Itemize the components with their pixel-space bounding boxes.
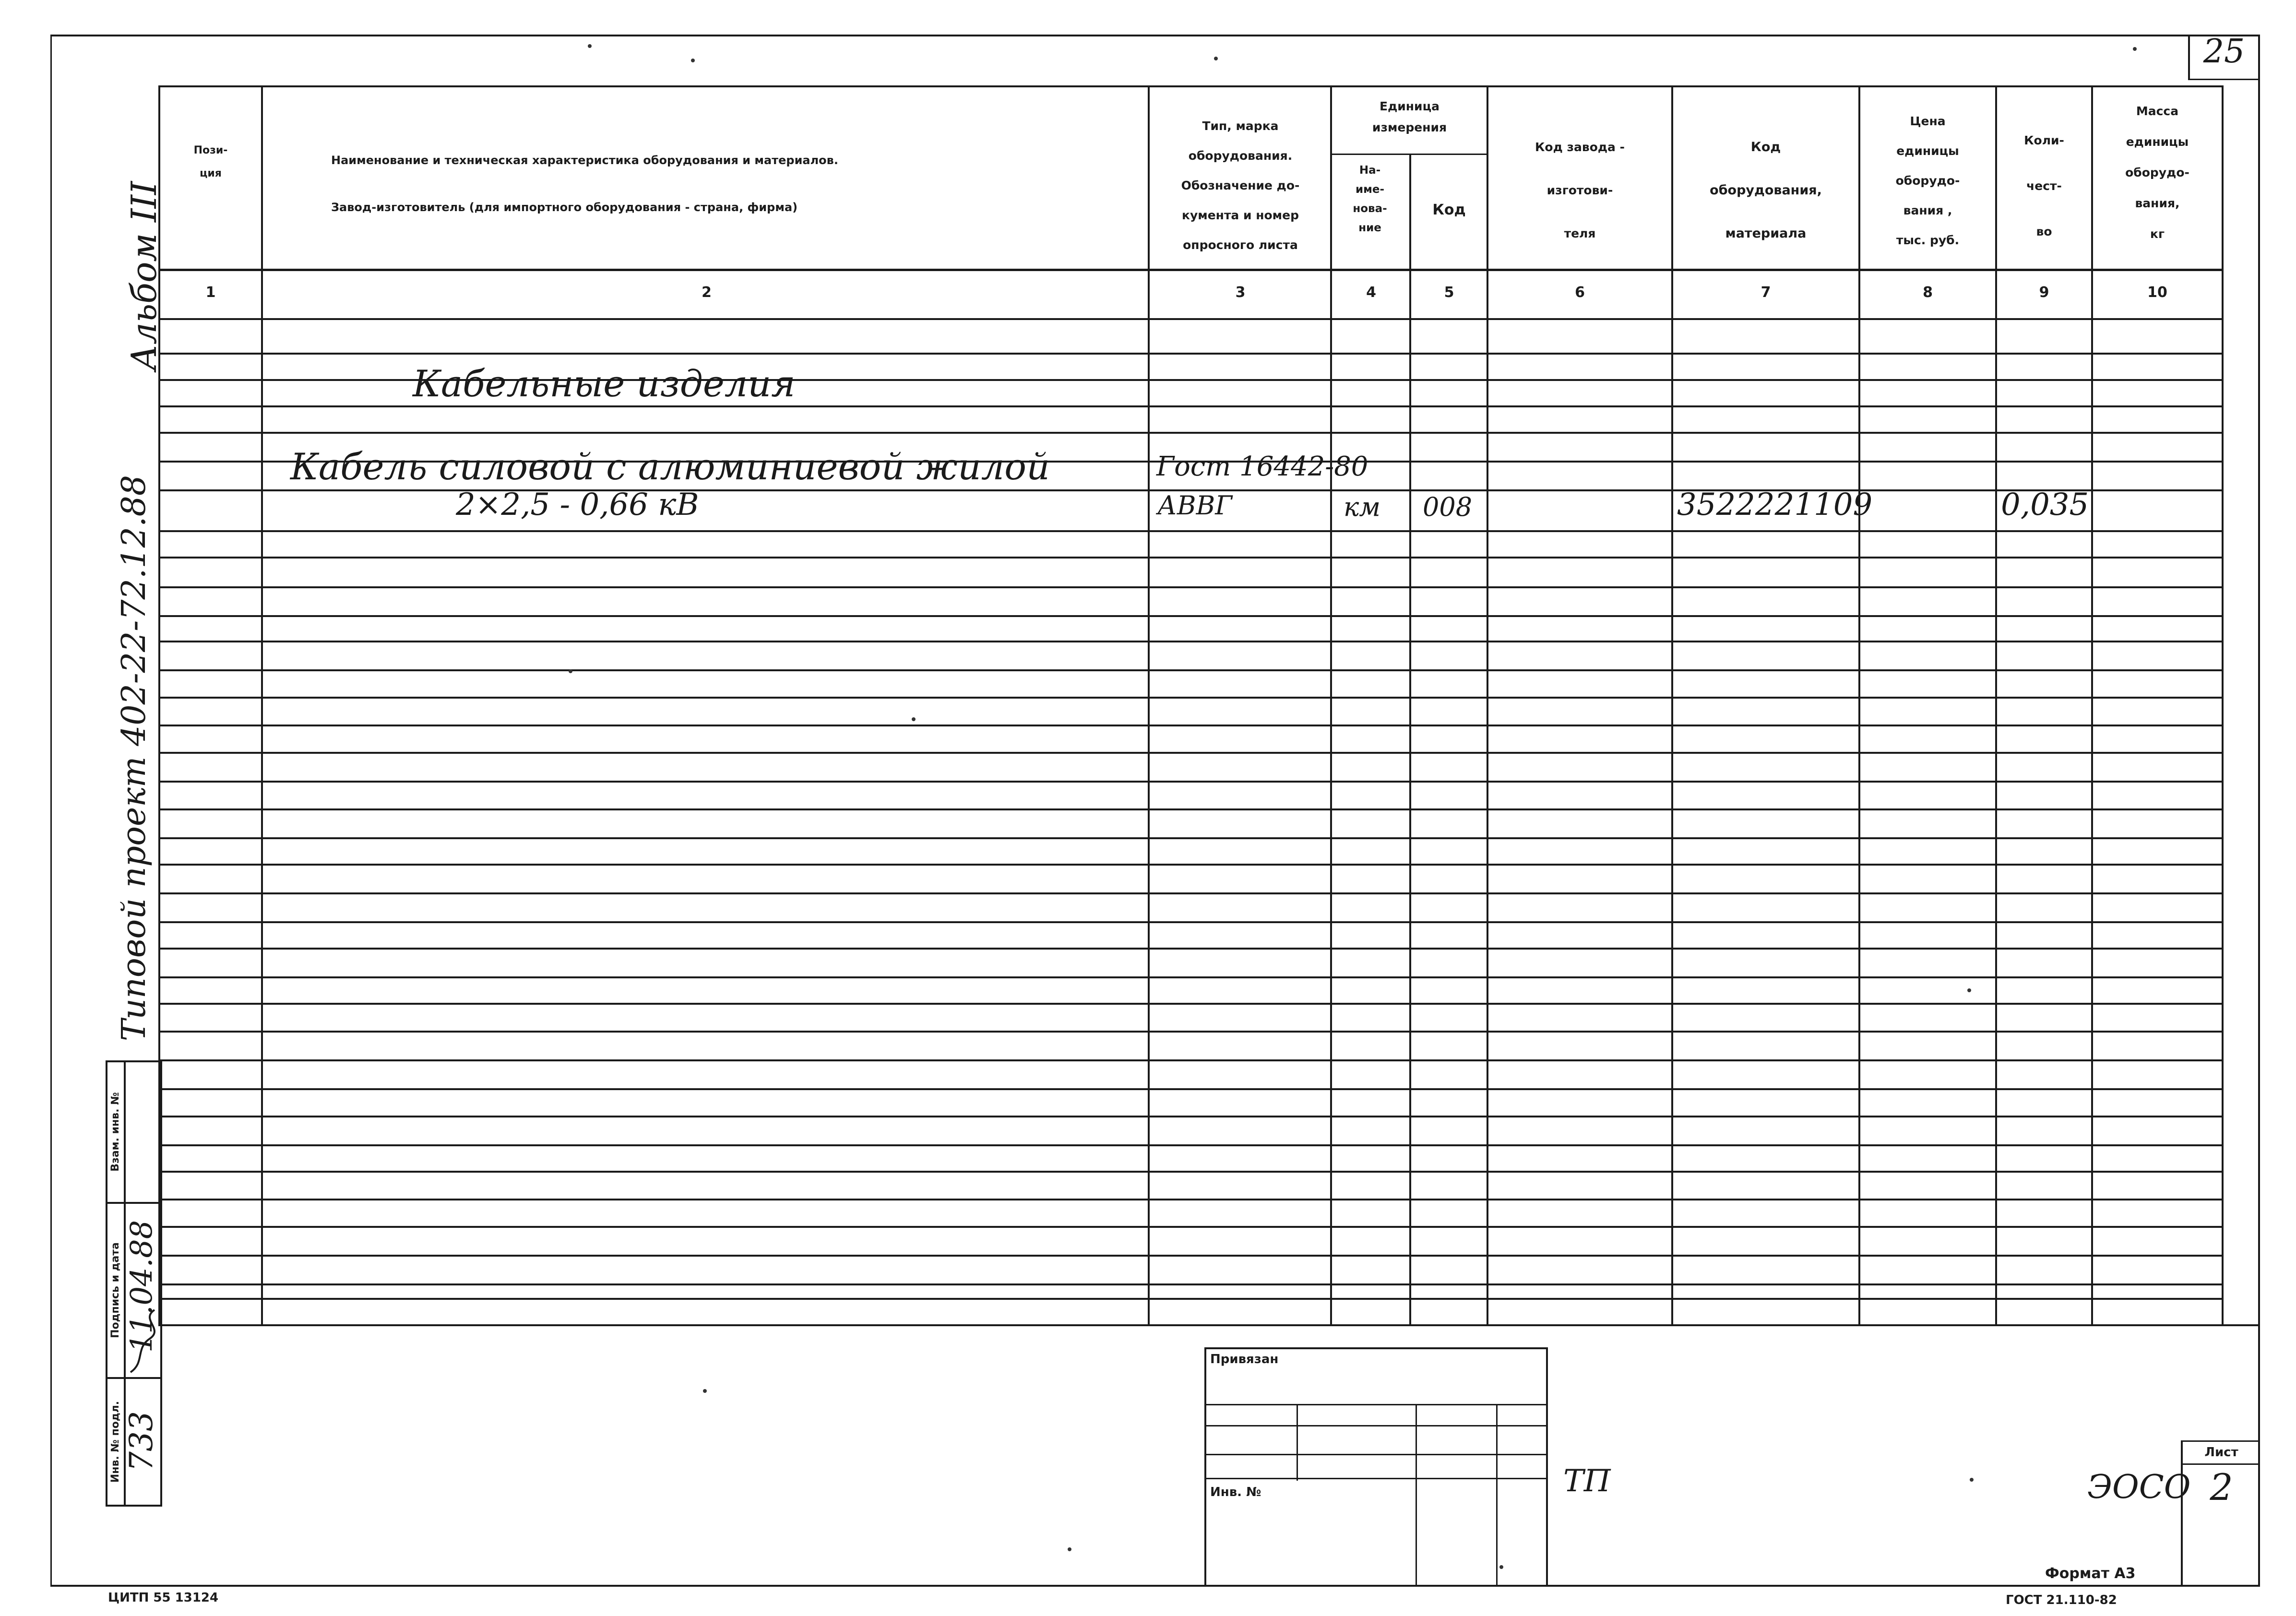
table-row-line	[158, 615, 2223, 617]
scan-speck	[1970, 1478, 1974, 1482]
colnum-4: 4	[1366, 284, 1376, 301]
header-col10: Масса единицы оборудо- вания, кг	[2125, 104, 2189, 241]
corner-box-bottom	[2188, 79, 2260, 80]
tb-sheet-label-line	[2181, 1463, 2260, 1465]
frame-left-line	[50, 35, 52, 1587]
colnum-bottom-line	[158, 318, 2223, 320]
table-row-line	[158, 1003, 2223, 1005]
scan-speck	[569, 669, 572, 673]
table-row-line	[158, 752, 2223, 754]
table-col-line	[1409, 154, 1411, 1326]
scan-speck	[703, 1389, 707, 1393]
sheet-corner-number: 25	[2203, 33, 2245, 71]
table-col-line	[1995, 85, 1997, 1326]
stamp-col-right	[160, 1060, 162, 1507]
tb-sheet-left	[2181, 1440, 2183, 1585]
table-row-line	[158, 405, 2223, 407]
album-label: Альбом III	[124, 181, 164, 371]
frame-bottom-line	[50, 1585, 2260, 1587]
table-row-line	[158, 641, 2223, 642]
scan-speck	[2133, 47, 2137, 51]
table-row-line	[158, 697, 2223, 699]
scan-speck	[1499, 1565, 1503, 1569]
table-col-line	[1858, 85, 1860, 1326]
stamp-div-1	[106, 1202, 162, 1204]
table-row-line	[158, 1171, 2223, 1173]
tp-label: ТП	[1563, 1463, 1611, 1499]
tb-priv-left	[1204, 1347, 1206, 1585]
table-row-line	[158, 530, 2223, 532]
table-row-line	[158, 1031, 2223, 1033]
stamp-inv-number: 733	[123, 1411, 160, 1472]
colnum-3: 3	[1235, 284, 1246, 301]
header-col3: Тип, марка оборудования. Обозначение до- кумента и номер опросного листа	[1181, 119, 1300, 252]
table-row-line	[158, 1144, 2223, 1146]
header-col8: Цена единицы оборудо- вания , тыс. руб.	[1895, 114, 1960, 247]
table-col-line	[1671, 85, 1673, 1326]
table-col-line	[261, 85, 263, 1326]
footer-left-code: ЦИТП 55 13124	[108, 1591, 219, 1605]
table-row-line	[158, 1116, 2223, 1117]
item-unit-code: 008	[1423, 492, 1473, 522]
scan-speck	[1068, 1547, 1071, 1551]
table-row-line	[158, 557, 2223, 558]
sheet-label: Лист	[2204, 1445, 2238, 1460]
colnum-10: 10	[2147, 284, 2167, 301]
colnum-9: 9	[2039, 284, 2049, 301]
project-label: Типовой проект 402-22-72.12.88	[115, 475, 153, 1042]
item-name: Кабель силовой с алюминиевой жилой	[290, 445, 1050, 488]
header-bottom-line	[158, 269, 2223, 271]
table-row-line	[158, 669, 2223, 671]
table-col-line	[2091, 85, 2093, 1326]
privyazan-label: Привязан	[1210, 1352, 1279, 1366]
table-row-line	[158, 1199, 2223, 1200]
scan-speck	[1967, 988, 1971, 992]
tb-priv-col1	[1297, 1404, 1298, 1481]
footer-right-code: ГОСТ 21.110-82	[2006, 1593, 2117, 1607]
header-col2: Наименование и техническая характеристика оборудования и материалов. Завод-изготовитель (для импортного оборудования - страна, фирма)	[331, 154, 838, 214]
table-row-line	[158, 976, 2223, 978]
inv-no-label: Инв. №	[1210, 1485, 1261, 1499]
doc-code: ЭОСО	[2087, 1468, 2191, 1506]
header-col7: Код оборудования, материала	[1710, 140, 1822, 241]
tb-top-line	[162, 1324, 2260, 1326]
table-row-line	[158, 586, 2223, 588]
stamp-label-signature: Подпись и дата	[109, 1242, 121, 1338]
section-title: Кабельные изделия	[413, 362, 796, 405]
frame-top-line	[50, 35, 2260, 36]
table-row-line	[158, 892, 2223, 894]
scan-speck	[1214, 57, 1218, 60]
colnum-2: 2	[702, 284, 712, 301]
table-row-line	[158, 837, 2223, 839]
item-spec: 2×2,5 - 0,66 кВ	[456, 487, 699, 523]
table-row-line	[158, 1059, 2223, 1061]
item-quantity: 0,035	[2001, 487, 2089, 523]
table-row-line	[158, 921, 2223, 923]
table-row-line	[158, 1255, 2223, 1257]
table-row-line	[158, 432, 2223, 434]
tb-sheet-top	[2181, 1440, 2260, 1442]
table-row-line	[158, 353, 2223, 355]
tb-priv-top	[1204, 1347, 1547, 1349]
item-type: АВВГ	[1157, 490, 1233, 521]
sheet-number: 2	[2210, 1466, 2233, 1509]
table-col-line	[1487, 85, 1488, 1326]
table-row-line	[158, 864, 2223, 866]
table-col-line	[1330, 85, 1332, 1326]
tb-priv-col3	[1496, 1404, 1498, 1585]
table-row-line	[158, 808, 2223, 810]
table-row-line	[158, 1088, 2223, 1090]
header-col9: Коли- чест- во	[2024, 133, 2064, 238]
table-row-line	[158, 1283, 2223, 1285]
header-col1: Пози- ция	[193, 144, 228, 179]
header-col4: На- име- нова- ние	[1353, 164, 1387, 234]
table-col-line	[2222, 85, 2224, 1326]
table-top-line	[158, 85, 2223, 87]
stamp-signature-date: 11.04.88	[124, 1220, 159, 1353]
scan-speck	[588, 44, 592, 48]
format-label: Формат А3	[2045, 1565, 2136, 1582]
header-col6: Код завода - изготови- теля	[1535, 140, 1625, 240]
table-col-line	[1148, 85, 1150, 1326]
colnum-7: 7	[1761, 284, 1771, 301]
tb-priv-col2	[1416, 1404, 1417, 1585]
header-col5: Код	[1432, 202, 1466, 218]
colnum-8: 8	[1923, 284, 1933, 301]
item-equipment-code: 3522221109	[1677, 487, 1873, 523]
frame-right-line	[2258, 35, 2260, 1587]
colnum-6: 6	[1575, 284, 1585, 301]
table-row-line	[158, 725, 2223, 726]
tb-priv-right	[1546, 1347, 1548, 1585]
table-row-line	[158, 1226, 2223, 1228]
table-row-line	[158, 781, 2223, 783]
table-row-line	[158, 1298, 2223, 1300]
stamp-label-inv-podl: Инв. № подл.	[109, 1401, 121, 1483]
item-unit: км	[1344, 492, 1381, 522]
table-row-line	[158, 948, 2223, 950]
scan-speck	[691, 59, 695, 62]
item-standard: Гост 16442-80	[1156, 451, 1368, 482]
scan-speck	[912, 717, 916, 721]
colnum-5: 5	[1444, 284, 1454, 301]
signature-scribble	[126, 1305, 160, 1377]
stamp-label-vzam: Взам. инв. №	[109, 1092, 121, 1172]
colnum-1: 1	[205, 284, 216, 301]
header-unit-group: Единица измерения	[1372, 99, 1447, 134]
